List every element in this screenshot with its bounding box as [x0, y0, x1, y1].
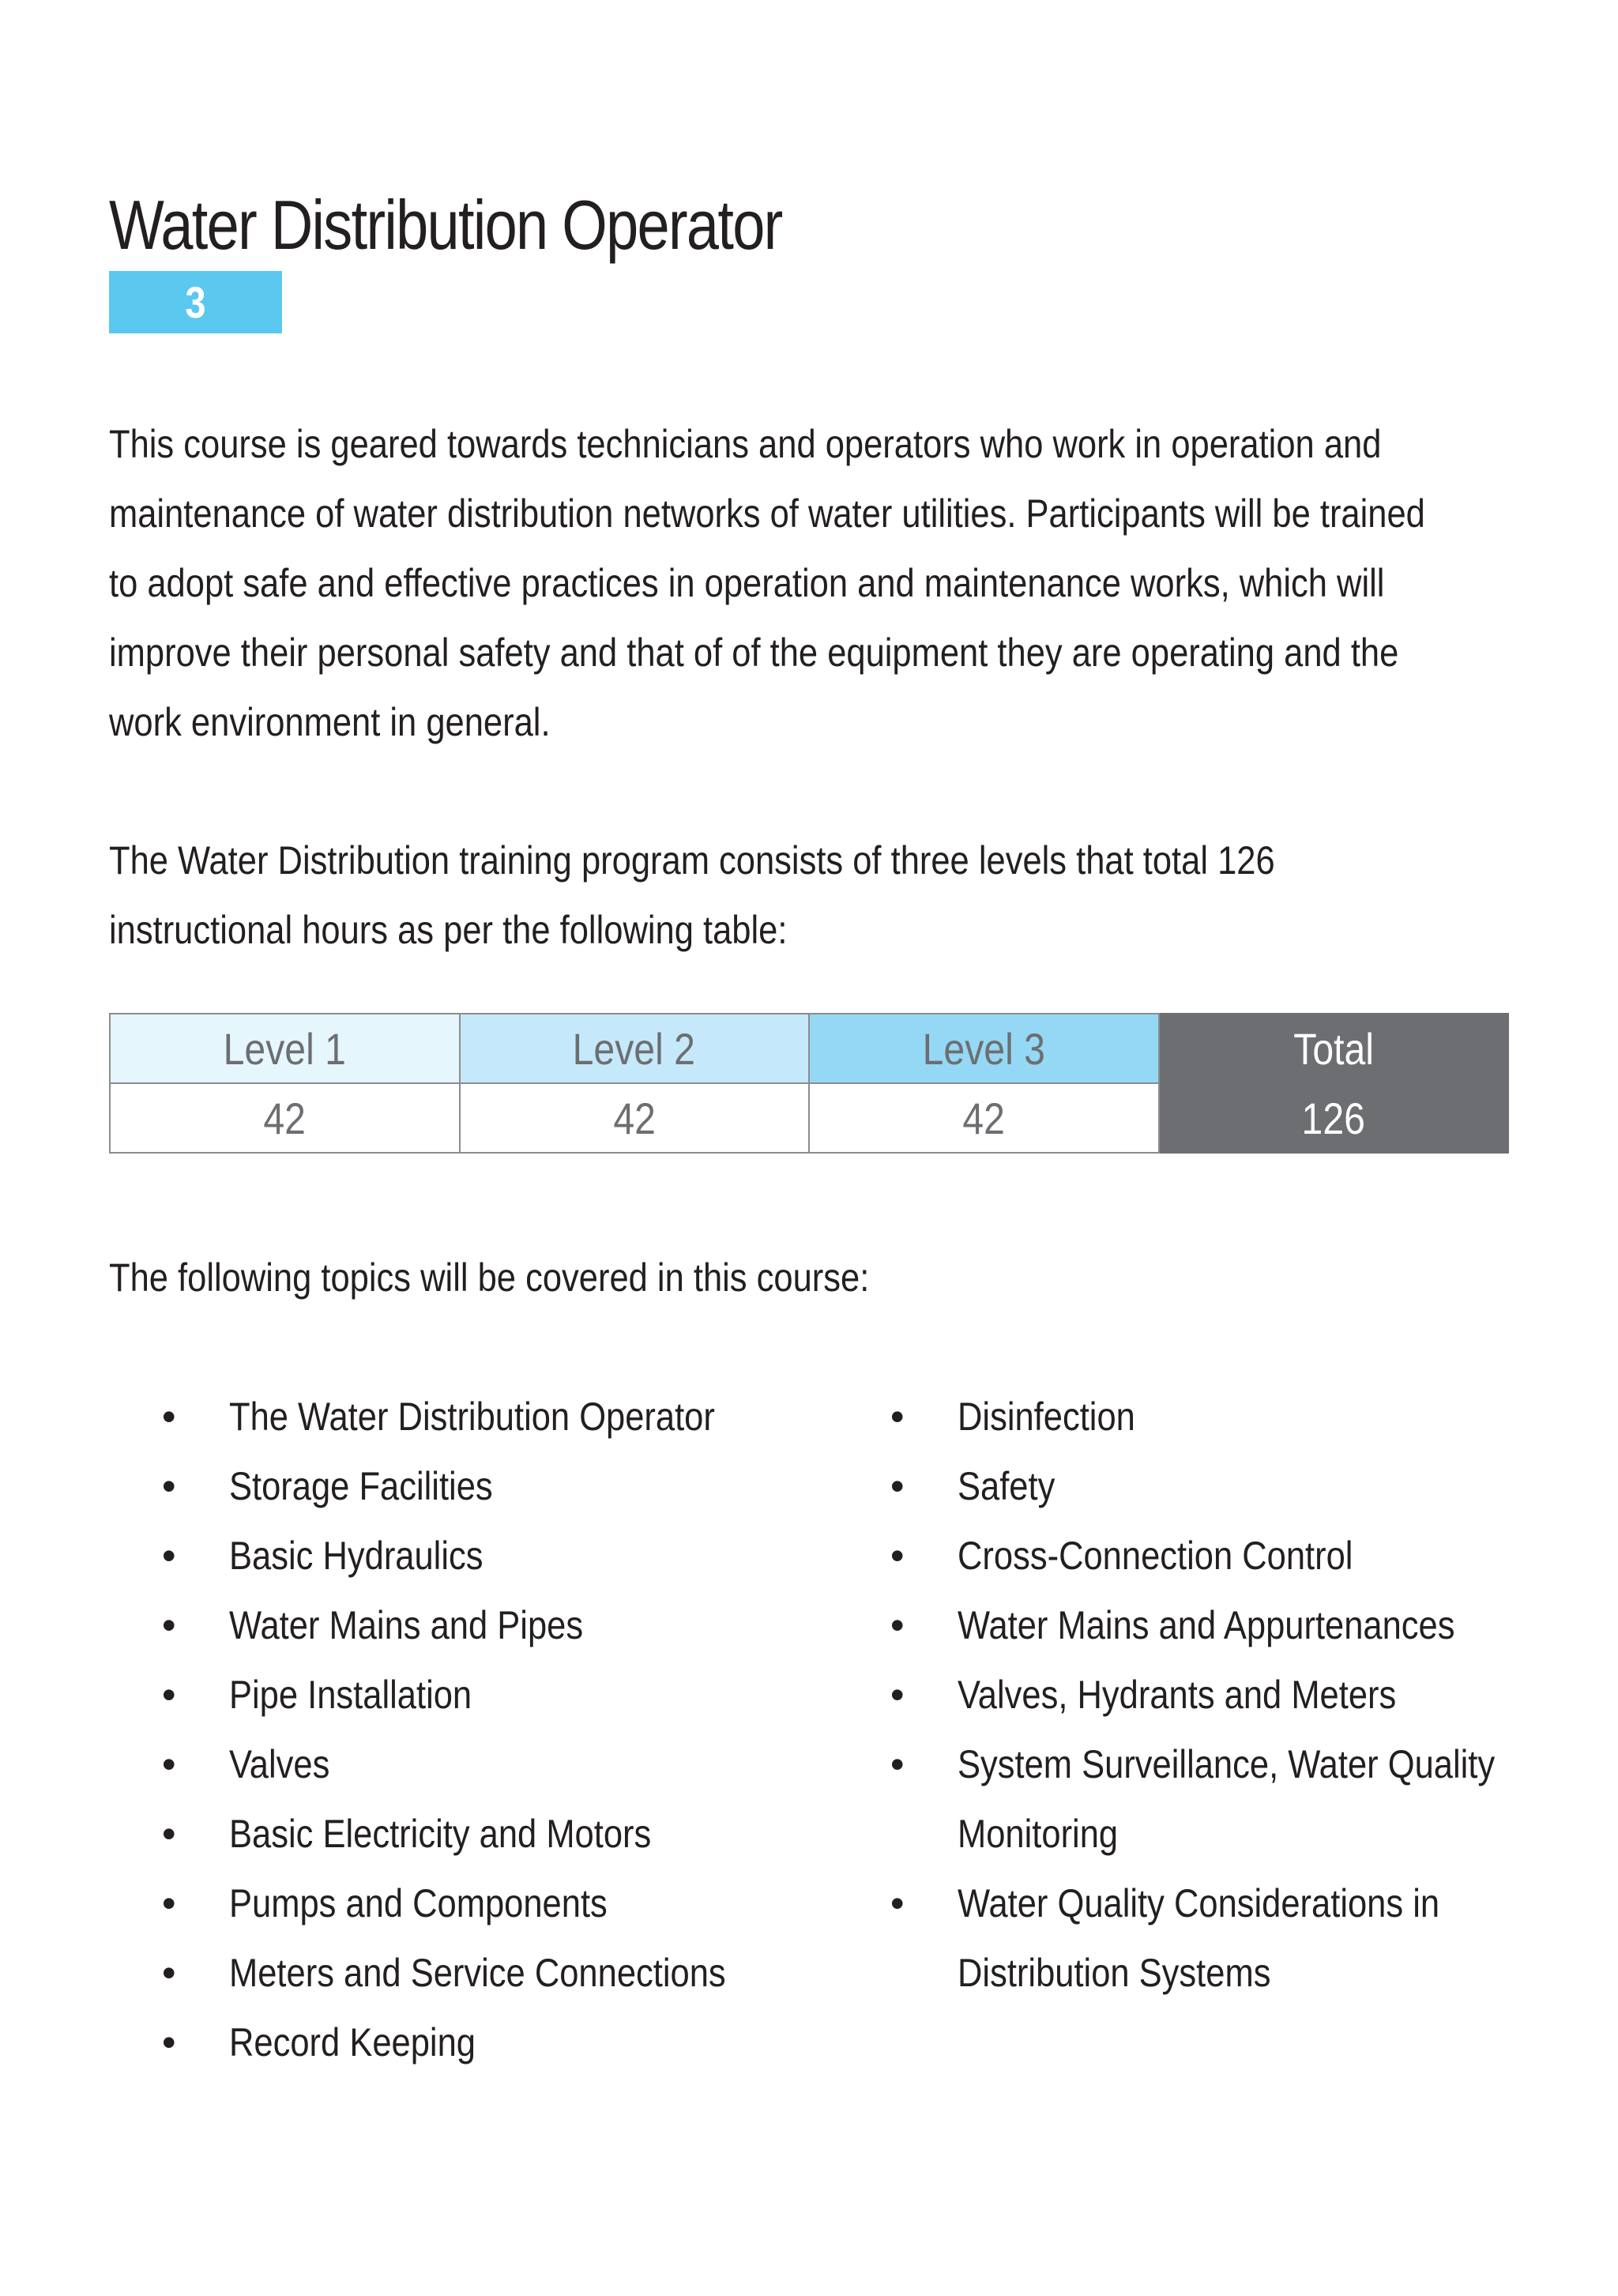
intro-paragraph — [109, 409, 1531, 757]
topic-item — [158, 1869, 837, 1938]
topic-label: Pipe Installation — [229, 1673, 472, 1717]
program-paragraph — [109, 826, 1531, 965]
levels-badge — [109, 271, 282, 390]
topic-label: Water Mains and Pipes — [229, 1603, 584, 1647]
topic-label: System Surveillance, Water Quality — [958, 1742, 1496, 1786]
topic-label: Monitoring — [958, 1812, 1119, 1856]
topic-item — [158, 1451, 837, 1521]
topics-intro-text: The following topics will be covered in this course: — [109, 1255, 870, 1300]
topic-item — [158, 1938, 837, 2008]
topic-label: The Water Distribution Operator — [229, 1395, 715, 1439]
topics-list-left — [158, 1382, 837, 2077]
value-total: 126 — [1159, 1083, 1509, 1153]
levels-badge-label: 3 Levels — [137, 277, 254, 390]
topic-item — [158, 1730, 837, 1799]
hours-table — [109, 1013, 1509, 1154]
topic-item — [158, 1590, 837, 1660]
topic-item — [886, 1451, 1566, 1521]
bullet-icon: • — [890, 1464, 905, 1508]
topic-label: Meters and Service Connections — [229, 1951, 726, 1995]
topic-label: Basic Hydraulics — [229, 1534, 484, 1578]
topic-item — [886, 1869, 1566, 2008]
topic-label: Basic Electricity and Motors — [229, 1812, 652, 1856]
bullet-icon: • — [162, 1464, 176, 1508]
topic-item — [158, 1660, 837, 1730]
bullet-icon: • — [890, 1534, 905, 1578]
topic-label: Storage Facilities — [229, 1464, 493, 1508]
topic-label: Water Quality Considerations in — [958, 1881, 1440, 1925]
intro-line: improve their personal safety and that of of the equipment they are operating and the — [109, 630, 1399, 675]
topics-list-right — [886, 1382, 1566, 2008]
topic-label: Cross-Connection Control — [958, 1534, 1353, 1578]
page-title: Water Distribution Operator — [109, 186, 782, 264]
header-total: Total — [1159, 1014, 1509, 1083]
bullet-icon: • — [890, 1395, 905, 1439]
bullet-icon: • — [162, 1812, 176, 1856]
topic-label: Valves, Hydrants and Meters — [958, 1673, 1397, 1717]
topic-item — [886, 1382, 1566, 1451]
topic-label: Pumps and Components — [229, 1881, 608, 1925]
intro-line: work environment in general. — [109, 700, 551, 744]
topic-item — [886, 1590, 1566, 1660]
bullet-icon: • — [890, 1742, 905, 1786]
bullet-icon: • — [162, 2020, 176, 2065]
bullet-icon: • — [162, 1603, 176, 1647]
header-level-2: Level 2 — [460, 1014, 810, 1083]
topic-item — [886, 1730, 1566, 1869]
topic-label: Disinfection — [958, 1395, 1135, 1439]
topic-label: Safety — [958, 1464, 1055, 1508]
topic-item — [158, 1521, 837, 1590]
bullet-icon: • — [890, 1603, 905, 1647]
topic-label: Valves — [229, 1742, 330, 1786]
topic-label: Water Mains and Appurtenances — [958, 1603, 1455, 1647]
program-line: instructional hours as per the following table: — [109, 908, 788, 952]
value-level-1: 42 — [110, 1083, 460, 1153]
topic-item — [886, 1660, 1566, 1730]
bullet-icon: • — [890, 1881, 905, 1925]
topic-item — [158, 2008, 837, 2077]
bullet-icon: • — [162, 1881, 176, 1925]
header-level-1: Level 1 — [110, 1014, 460, 1083]
topic-item — [158, 1382, 837, 1451]
bullet-icon: • — [890, 1673, 905, 1717]
value-level-3: 42 — [809, 1083, 1159, 1153]
header-level-3: Level 3 — [809, 1014, 1159, 1083]
bullet-icon: • — [162, 1951, 176, 1995]
bullet-icon: • — [162, 1673, 176, 1717]
program-line: The Water Distribution training program consists of three levels that total 126 — [109, 838, 1275, 883]
intro-line: maintenance of water distribution networks of water utilities. Participants will be trained — [109, 491, 1425, 536]
bullet-icon: • — [162, 1395, 176, 1439]
hours-table-header-row — [110, 1014, 1508, 1083]
hours-table-value-row — [110, 1083, 1508, 1153]
topics-intro — [109, 1243, 1531, 1312]
intro-line: This course is geared towards technicians and operators who work in operation and — [109, 422, 1382, 466]
topic-item — [886, 1521, 1566, 1590]
topic-item — [158, 1799, 837, 1869]
value-level-2: 42 — [460, 1083, 810, 1153]
bullet-icon: • — [162, 1742, 176, 1786]
intro-line: to adopt safe and effective practices in operation and maintenance works, which will — [109, 561, 1385, 605]
topic-label: Record Keeping — [229, 2020, 476, 2065]
topic-label: Distribution Systems — [958, 1951, 1271, 1995]
bullet-icon: • — [162, 1534, 176, 1578]
